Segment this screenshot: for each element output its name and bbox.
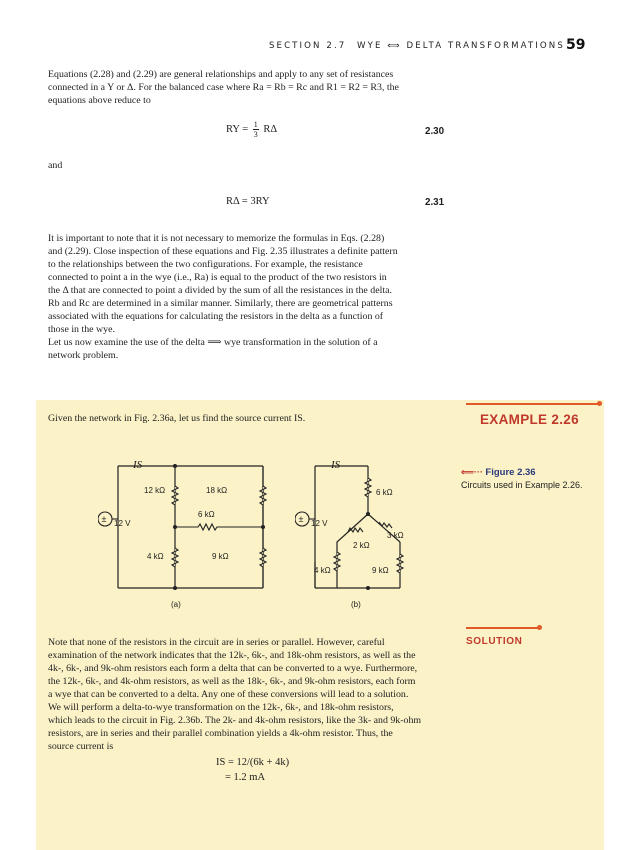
caption-arrow-icon: ⟸··· — [461, 467, 483, 477]
equation-number-2-30: 2.30 — [425, 126, 445, 137]
running-header — [0, 39, 638, 59]
solution-line: a wye that can be converted to a delta. Any one of these conversions will lead to a solution. — [48, 689, 409, 700]
header-section: SECTION 2.7 — [269, 41, 347, 51]
example-prompt-text: Given the network in Fig. 2.36a, let us find the source current IS. — [48, 413, 306, 424]
circuit-b-resistor-6k: 6 kΩ — [376, 488, 393, 497]
solution-line: We will perform a delta-to-wye transformation on the 12k-, 6k-, and 18k-ohm resistors, — [48, 702, 394, 713]
equation-number-2-31: 2.31 — [425, 197, 445, 208]
result-equation-1: IS = 12/(6k + 4k) — [216, 757, 290, 768]
circuit-b-sublabel: (b) — [351, 600, 361, 609]
circuit-b-resistor-2k: 2 kΩ — [353, 541, 370, 550]
page-number: 59 — [566, 37, 586, 53]
and-text: and — [48, 160, 63, 171]
body-paragraph — [48, 232, 449, 362]
equation-2-30 — [226, 120, 277, 139]
header-title: WYE ⟺ DELTA TRANSFORMATIONS — [357, 41, 565, 51]
circuit-b-resistor-3k: 3 kΩ — [387, 531, 404, 540]
example-label: EXAMPLE 2.26 — [480, 412, 579, 427]
body-line: those in the wye. — [48, 324, 115, 335]
circuit-a-resistor-4k: 4 kΩ — [147, 552, 164, 561]
circuit-b-resistor-4k: 4 kΩ — [314, 566, 331, 575]
svg-text:±: ± — [298, 514, 304, 524]
solution-label: SOLUTION — [466, 636, 523, 647]
body-line: and (2.29). Close inspection of these equations and Fig. 2.35 illustrates a definite pattern — [48, 246, 398, 257]
circuit-a-resistor-18k: 18 kΩ — [206, 486, 228, 495]
figure-number: Figure 2.36 — [485, 467, 536, 478]
body-line: Let us now examine the use of the delta ⟹ wye transformation in the solution of a — [48, 337, 378, 348]
solution-line: resistors, are in series and their parallel combination yields a 4k-ohm resistor. Thus, the — [48, 728, 393, 739]
body-line: to the relationships between the two configurations. For example, the resistance — [48, 259, 363, 270]
result-equation-2: = 1.2 mA — [225, 772, 266, 783]
intro-paragraph — [48, 68, 449, 107]
solution-line: Note that none of the resistors in the circuit are in series or parallel. However, careful — [48, 637, 385, 648]
intro-line: Equations (2.28) and (2.29) are general relationships and apply to any set of resistances — [48, 69, 394, 80]
intro-line: connected in a Y or Δ. For the balanced case where Ra = Rb = Rc and R1 = R2 = R3, the — [48, 82, 399, 93]
svg-text:±: ± — [101, 514, 107, 524]
solution-rule-dot — [537, 625, 542, 630]
solution-line: source current is — [48, 741, 114, 752]
eq-rhs: RΔ — [263, 123, 278, 135]
circuit-a-resistor-12k: 12 kΩ — [144, 486, 166, 495]
figure-caption — [461, 466, 601, 491]
circuit-b-current-label: IS — [331, 459, 341, 471]
circuit-a-resistor-9k: 9 kΩ — [212, 552, 229, 561]
solution-line: examination of the network indicates that the 12k-, 6k-, and 18k-ohm resistors, as well as the — [48, 650, 416, 661]
equation-2-31: RΔ = 3RY — [226, 196, 270, 207]
body-line: connected to point a in the wye (i.e., Ra) is equal to the product of the two resistors in — [48, 272, 387, 283]
fraction-denominator: 3 — [253, 130, 258, 139]
solution-line: the 12k-, 6k-, and 4k-ohm resistors, as well as the 18k-, 6k-, and 9k-ohm resistors, each form — [48, 676, 416, 687]
solution-paragraph — [48, 636, 449, 753]
circuit-a-resistor-6k: 6 kΩ — [198, 510, 215, 519]
solution-rule — [466, 627, 539, 629]
body-line: associated with the equations for calculating the resistors in the delta as a function of — [48, 311, 384, 322]
body-line: the Δ that are connected to point a divided by the sum of all the resistances in the delta. — [48, 285, 392, 296]
example-rule-dot — [597, 401, 602, 406]
figure-caption-text: Circuits used in Example 2.26. — [461, 480, 583, 490]
solution-line: which leads to the circuit in Fig. 2.36b. The 2k- and 4k-ohm resistors, like the 3k- and 9k-ohm — [48, 715, 422, 726]
circuit-b-resistor-9k: 9 kΩ — [372, 566, 389, 575]
solution-line: 4k-, 6k-, and 9k-ohm resistors each form a delta that can be converted to a wye. Furthermore, — [48, 663, 418, 674]
example-prompt — [48, 412, 449, 425]
circuit-a-source-label: 12 V — [114, 519, 131, 528]
eq-lhs: RY = — [226, 123, 249, 135]
circuit-a-sublabel: (a) — [171, 600, 181, 609]
body-line: network problem. — [48, 350, 119, 361]
circuit-b-source-label: 12 V — [311, 519, 328, 528]
fraction-numerator: 1 — [253, 120, 258, 129]
body-line: Rb and Rc are determined in a similar manner. Similarly, there are geometrical patterns — [48, 298, 393, 309]
example-rule — [466, 403, 600, 405]
body-line: It is important to note that it is not necessary to memorize the formulas in Eqs. (2.28) — [48, 233, 385, 244]
intro-line: equations above reduce to — [48, 95, 151, 106]
circuit-a-current-label: IS — [133, 459, 143, 471]
eq-fraction — [253, 120, 259, 139]
